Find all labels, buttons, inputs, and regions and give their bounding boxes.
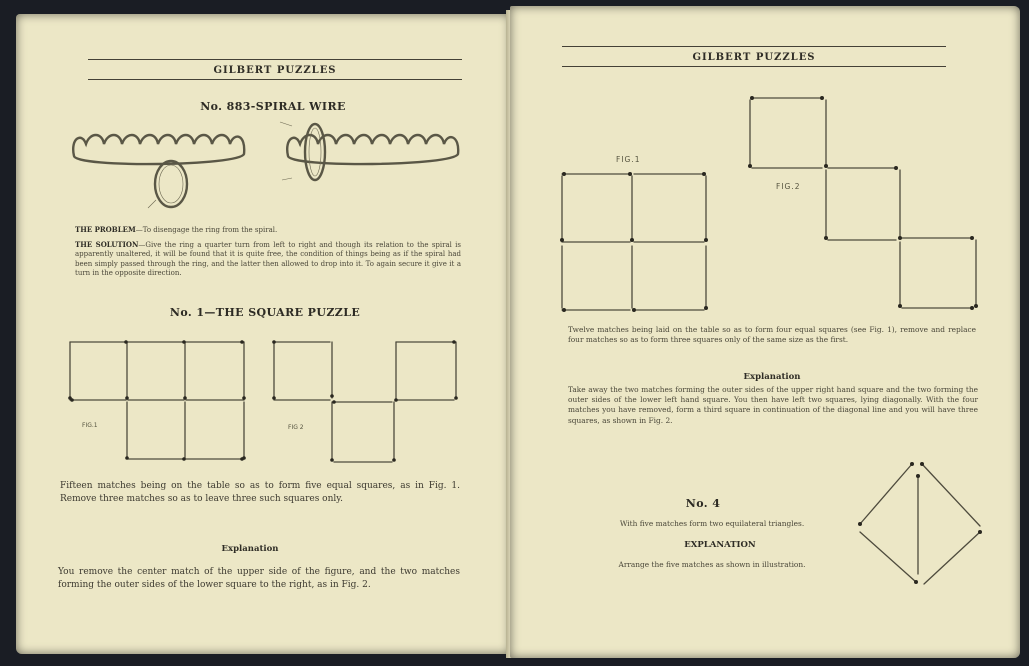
problem-paragraph xyxy=(75,225,461,235)
square-puzzle-fig2 xyxy=(270,338,462,468)
solution-text: —Give the ring a quarter turn from left to right and though its relation to the spiral is apparently unaltered, it will be found that it is quite free, the condition of things being as if the spiral had been simply passed through the ring, and the latter then allowed to drop into it. To again secure it give it a turn in the opposite direction. xyxy=(75,241,461,277)
arrow-bottom xyxy=(282,178,292,180)
square-puzzle-fig1 xyxy=(66,338,256,468)
spiral-right xyxy=(287,135,458,164)
right-fig1-label: FIG.1 xyxy=(616,155,641,164)
spiral-left xyxy=(73,135,244,164)
right-header-rule-bottom xyxy=(562,66,946,67)
ring-right xyxy=(305,124,325,180)
left-explanation-heading: Explanation xyxy=(221,544,279,554)
square-puzzle-title: No. 1—THE SQUARE PUZZLE xyxy=(169,306,361,319)
left-page-header: GILBERT PUZZLES xyxy=(213,65,337,76)
no4-explanation-heading: EXPLANATION xyxy=(684,540,756,550)
left-explanation-text: You remove the center match of the upper side of the figure, and the two matches forming the outer sides of the lower square to the right, as in Fig. 2. xyxy=(58,567,460,590)
square-puzzle-text: Fifteen matches being on the table so as to form five equal squares, as in Fig. 1. Remove three matches so as to leave three such squares only. xyxy=(60,481,460,504)
header-rule-bottom xyxy=(88,79,462,80)
twelve-matches-fig2 xyxy=(746,94,982,312)
left-fig1-label: FIG.1 xyxy=(82,422,98,429)
right-header-rule-top xyxy=(562,46,946,47)
twelve-matches-text: Twelve matches being laid on the table so as to form four equal squares (see Fig. 1), remove and replace four matches so as to form three squares only of the same size as the first. xyxy=(568,325,976,345)
twelve-matches-fig1 xyxy=(558,170,714,316)
right-page-header: GILBERT PUZZLES xyxy=(692,52,816,63)
no4-explanation-text: Arrange the five matches as shown in illustration. xyxy=(618,560,806,569)
spiral-wire-illustration xyxy=(68,118,468,218)
problem-lead: THE PROBLEM xyxy=(75,225,136,234)
right-fig2-label: FIG.2 xyxy=(776,182,801,191)
problem-text: —To disengage the ring from the spiral. xyxy=(135,226,278,234)
spiral-wire-title: No. 883-SPIRAL WIRE xyxy=(200,100,346,113)
ring-left xyxy=(155,161,187,207)
no4-text: With five matches form two equilateral triangles. xyxy=(619,519,805,528)
solution-paragraph xyxy=(75,240,461,278)
left-fig2-label: FIG 2 xyxy=(288,424,304,431)
arrow-top xyxy=(280,122,292,126)
right-explanation-text: Take away the two matches forming the outer sides of the upper right hand square and the two forming the outer sides of the lower left hand square. You then have left two squares, lying diagonally. With the four matches you have removed, form a third square in continuation of the diagonal line and you will have three squares, as shown in Fig. 2. xyxy=(568,385,978,425)
no4-title: No. 4 xyxy=(685,497,721,510)
two-triangles-illustration xyxy=(850,458,988,590)
right-explanation-heading: Explanation xyxy=(743,372,801,382)
header-rule-top xyxy=(88,59,462,60)
solution-lead: THE SOLUTION xyxy=(75,240,139,249)
